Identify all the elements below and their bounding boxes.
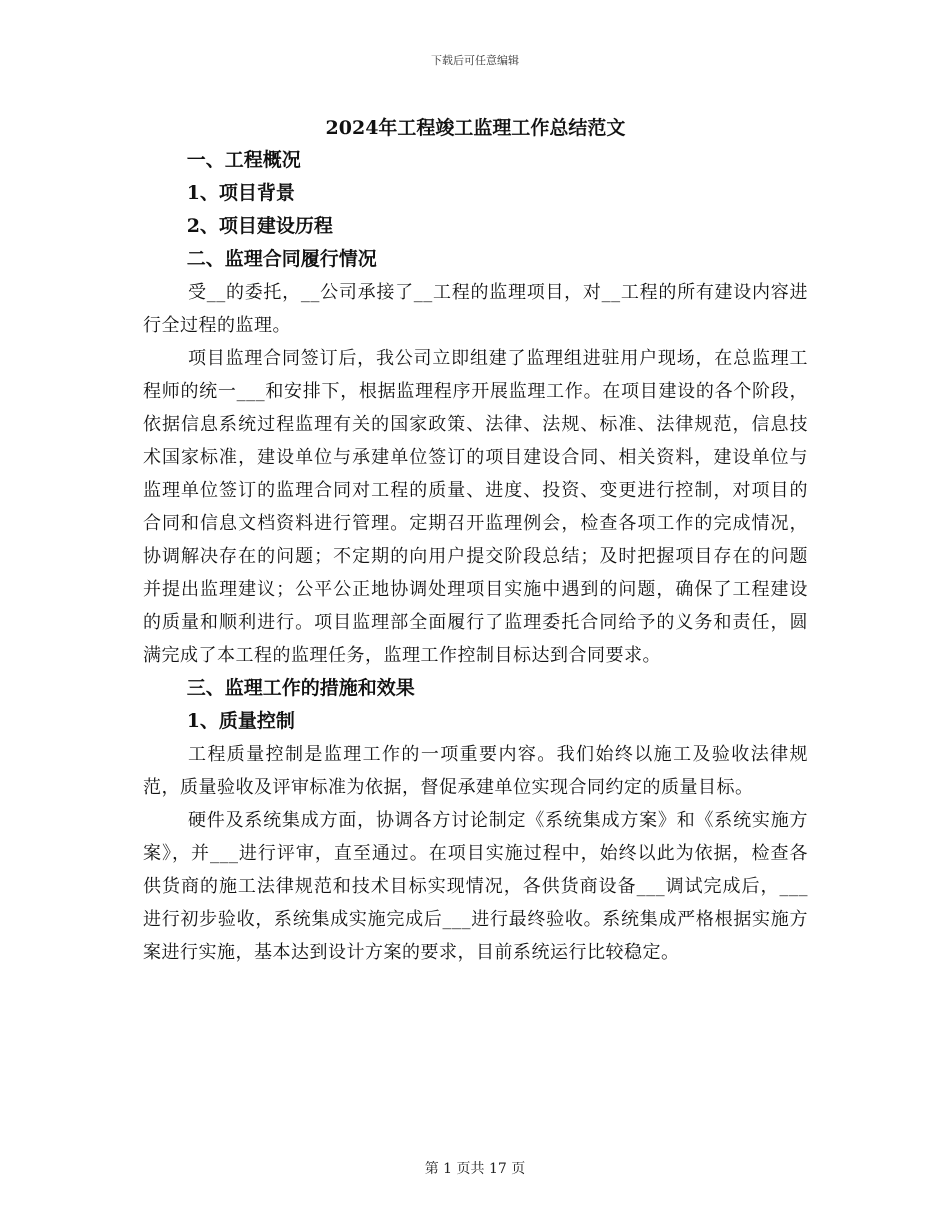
body-paragraph: 受__的委托，__公司承接了__工程的监理项目，对__工程的所有建设内容进行全过程的监理。 — [143, 282, 808, 336]
section-heading: 二、监理合同履行情况 — [186, 248, 377, 270]
document-body — [143, 112, 808, 969]
section-heading: 三、监理工作的措施和效果 — [186, 677, 415, 699]
page-number-footer: 第 1 页共 17 页 — [424, 1161, 526, 1177]
subsection-heading: 1、项目背景 — [186, 182, 295, 204]
section-heading: 一、工程概况 — [186, 149, 301, 171]
page-header-note: 下载后可任意编辑 — [431, 54, 519, 67]
subsection-heading: 2、项目建设历程 — [186, 215, 333, 237]
body-paragraph: 项目监理合同签订后，我公司立即组建了监理组进驻用户现场，在总监理工程师的统一___和安排下，根据监理程序开展监理工作。在项目建设的各个阶段，依据信息系统过程监理有关的国家政策、法律、法规、标准、法律规范，信息技术国家标准，建设单位与承建单位签订的项目建设合同、相关资料，建设单位与监理单位签订的监理合同对工程的质量、进度、投资、变更进行控制，对项目的合同和信息文档资料进行管理。定期召开监理例会，检查各项工作的完成情况，协调解决存在的问题；不定期的向用户提交阶段总结；及时把握项目存在的问题并提出监理建议；公平公正地协调处理项目实施中遇到的问题，确保了工程建设的质量和顺利进行。项目监理部全面履行了监理委托合同给予的义务和责任，圆满完成了本工程的监理任务，监理工作控制目标达到合同要求。 — [143, 348, 808, 666]
body-paragraph: 硬件及系统集成方面，协调各方讨论制定《系统集成方案》和《系统实施方案》，并___进行评审，直至通过。在项目实施过程中，始终以此为依据，检查各供货商的施工法律规范和技术目标实现情况，各供货商设备___调试完成后，___进行初步验收，系统集成实施完成后___进行最终验收。系统集成严格根据实施方案进行实施，基本达到设计方案的要求，目前系统运行比较稳定。 — [143, 810, 808, 963]
subsection-heading: 1、质量控制 — [186, 710, 295, 732]
body-paragraph: 工程质量控制是监理工作的一项重要内容。我们始终以施工及验收法律规范，质量验收及评审标准为依据，督促承建单位实现合同约定的质量目标。 — [143, 744, 808, 798]
document-title: 2024年工程竣工监理工作总结范文 — [325, 117, 626, 139]
